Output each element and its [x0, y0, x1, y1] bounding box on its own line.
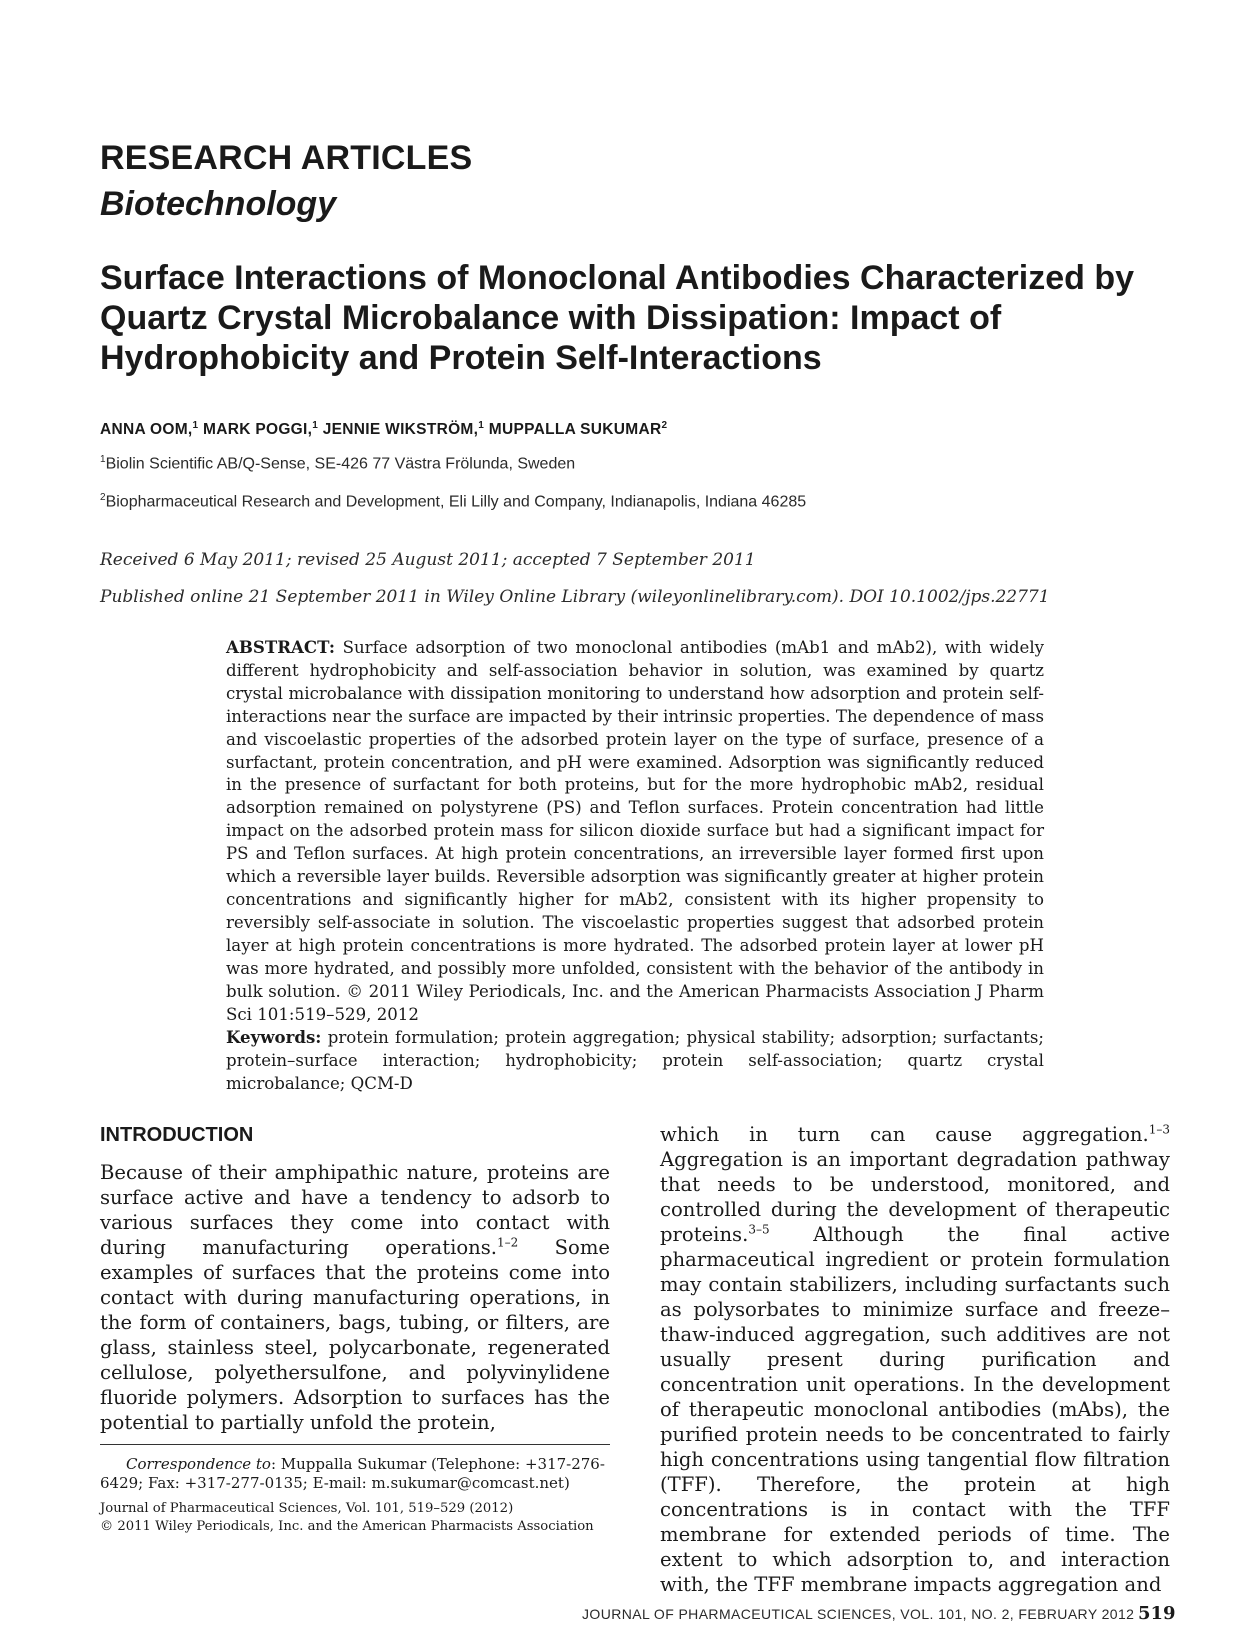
copyright-line: © 2011 Wiley Periodicals, Inc. and the American Pharmacists Association — [100, 1518, 594, 1534]
keywords-text: protein formulation; protein aggregation; physical stability; adsorption; surfactants; protein–surface interaction; hydrophobicity; protein self-association; quartz crystal microbalance; QCM-D — [226, 1028, 1044, 1094]
affiliation-text: Biopharmaceutical Research and Development, Eli Lilly and Company, Indianapolis, Indiana 46285 — [105, 493, 807, 511]
received-dates: Received 6 May 2011; revised 25 August 2011; accepted 7 September 2011 — [100, 550, 756, 570]
page-number: 519 — [1138, 1603, 1176, 1624]
citation: 1–2 — [497, 1235, 519, 1250]
subsection-heading: Biotechnology — [100, 185, 337, 223]
author-affiliation-mark: 2 — [661, 420, 668, 431]
correspondence-note — [100, 1455, 610, 1493]
intro-text: Aggregation is an important degradation pathway that needs to be understood, monitored, and controlled during the development of therapeutic proteins. — [660, 1148, 1170, 1246]
author-list — [100, 420, 667, 439]
journal-citation-note — [100, 1500, 610, 1535]
footnote-divider — [100, 1444, 610, 1445]
abstract — [226, 636, 1044, 1096]
intro-text: Because of their amphipathic nature, proteins are surface active and have a tendency to adsorb to various surfaces they come into contact with during manufacturing operations. — [100, 1161, 610, 1259]
affiliation-1 — [100, 454, 575, 473]
author: MUPPALLA SUKUMAR — [488, 421, 662, 439]
abstract-text: Surface adsorption of two monoclonal antibodies (mAb1 and mAb2), with widely different hydrophobicity and self-association behavior in solution, was examined by quartz crystal microbalance with dissipation monitoring to understand how adsorption and protein self-interactions near the surface are impacted by their intrinsic properties. The dependence of mass and viscoelastic properties of the adsorbed protein layer on the type of surface, presence of a surfactant, protein concentration, and pH were examined. Adsorption was significantly reduced in the presence of surfactant for both proteins, but for the more hydrophobic mAb2, residual adsorption remained on polystyrene (PS) and Teflon surfaces. Protein concentration had little impact on the adsorbed protein mass for silicon dioxide surface but had a significant impact for PS and Teflon surfaces. At high protein concentrations, an irreversible layer formed first upon which a reversible layer builds. Reversible adsorption was significantly greater at higher protein concentrations and significantly higher for mAb2, consistent with its higher propensity to reversibly self-associate in solution. The viscoelastic properties suggest that adsorbed protein layer at high protein concentrations is more hydrated. The adsorbed protein layer at lower pH was more hydrated, and possibly more unfolded, consistent with the behavior of the antibody in bulk solution. © 2011 Wiley Periodicals, Inc. and the American Pharmacists Association J Pharm Sci 101:519–529, 2012 — [226, 638, 1045, 1024]
citation: 3–5 — [748, 1222, 770, 1237]
abstract-label: ABSTRACT: — [226, 637, 335, 657]
affiliation-2 — [100, 492, 806, 511]
citation: 1–3 — [1148, 1122, 1170, 1137]
running-footer: JOURNAL OF PHARMACEUTICAL SCIENCES, VOL. 101, NO. 2, FEBRUARY 2012 — [582, 1606, 1135, 1622]
keywords-label: Keywords: — [226, 1027, 322, 1048]
intro-text: Some examples of surfaces that the proteins come into contact with during manufacturing operations, in the form of containers, bags, tubing, or filters, are glass, stainless steel, polycarbonate, regenerated cellulose, polyethersulfone, and polyvinylidene fluoride polymers. Adsorption to surfaces has the potential to partially unfold the protein, — [100, 1236, 611, 1434]
introduction-right-column — [660, 1122, 1170, 1597]
journal-line: Journal of Pharmaceutical Sciences, Vol. 101, 519–529 (2012) — [100, 1501, 514, 1516]
affiliation-mark: 1 — [100, 454, 106, 465]
intro-text: Although the final active pharmaceutical ingredient or protein formulation may contain stabilizers, including surfactants such as polysorbates to minimize surface and freeze–thaw-induced aggregation, such additives are not usually present during purification and concentration unit operations. In the development of therapeutic monoclonal antibodies (mAbs), the purified protein needs to be concentrated to fairly high concentrations using tangential flow filtration (TFF). Therefore, the protein at high concentrations is in contact with the TFF membrane for extended periods of time. The extent to which adsorption to, and interaction with, the TFF membrane impacts aggregation and — [660, 1223, 1170, 1596]
correspondence-label: Correspondence to — [126, 1455, 271, 1473]
author: JENNIE WIKSTRÖM, — [322, 421, 479, 439]
correspondence-text: : Muppalla Sukumar (Telephone: +317-276-6429; Fax: +317-277-0135; E-mail: m.sukumar@comcast.net) — [100, 1455, 605, 1492]
author-affiliation-mark: 1 — [478, 420, 485, 431]
intro-text: which in turn can cause aggregation. — [660, 1123, 1149, 1146]
author-affiliation-mark: 1 — [312, 420, 319, 431]
section-heading: RESEARCH ARTICLES — [100, 139, 473, 177]
author: MARK POGGI, — [203, 421, 313, 439]
article-title: Surface Interactions of Monoclonal Antibodies Characterized by Quartz Crystal Microbalance with Dissipation: Impact of Hydrophobicity and Protein Self-Interactions — [100, 259, 1135, 377]
author: ANNA OOM, — [100, 421, 193, 439]
affiliation-mark: 2 — [100, 492, 106, 503]
introduction-heading: INTRODUCTION — [100, 1124, 254, 1146]
publication-info: Published online 21 September 2011 in Wiley Online Library (wileyonlinelibrary.com). DOI 10.1002/jps.22771 — [100, 587, 1050, 607]
author-affiliation-mark: 1 — [192, 420, 199, 431]
affiliation-text: Biolin Scientific AB/Q-Sense, SE-426 77 Västra Frölunda, Sweden — [105, 455, 576, 473]
introduction-left-column — [100, 1160, 610, 1435]
